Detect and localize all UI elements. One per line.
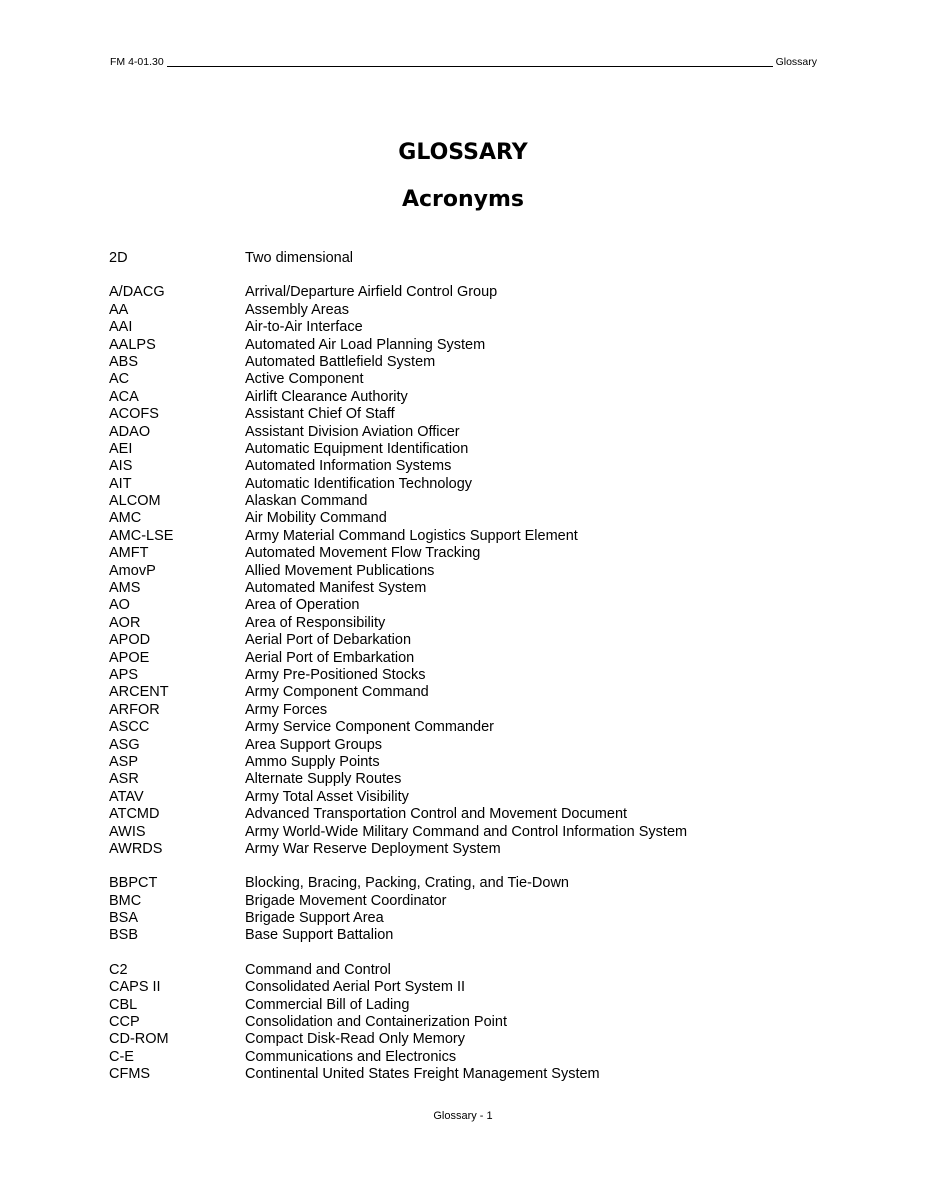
acronym-row [109,1014,809,1031]
acronym-definition: Brigade Movement Coordinator [245,892,447,909]
acronym-row [109,424,809,441]
acronym-definition: Automated Manifest System [245,580,427,597]
acronym-definition: Army Material Command Logistics Support Element [245,527,578,544]
acronym-row [109,615,809,632]
acronym-definition: Arrival/Departure Airfield Control Group [245,284,498,301]
acronym-row [109,632,809,649]
acronym-definition: Army War Reserve Deployment System [245,840,501,857]
acronym-definition: Active Component [245,371,364,388]
acronym: AA [109,301,129,318]
acronym-row [109,580,809,597]
acronym: BBPCT [109,875,158,892]
acronym-definition: Army Forces [245,701,328,718]
acronym-definition: Consolidated Aerial Port System II [245,979,466,996]
acronym-row [109,997,809,1014]
acronym-row [109,458,809,475]
acronym: ASP [109,753,139,770]
acronym-definition: Base Support Battalion [245,927,394,944]
acronym-definition: Assistant Division Aviation Officer [245,423,460,440]
acronym-row [109,250,809,267]
header-rule [110,66,817,67]
acronym-row [109,337,809,354]
acronym: ABS [109,353,139,370]
acronym: AO [109,597,130,614]
acronym: ASG [109,736,140,753]
acronym-list [109,250,809,1101]
acronym: ADAO [109,423,151,440]
acronym-definition: Army Total Asset Visibility [245,788,409,805]
acronym-row [109,824,809,841]
acronym: ARFOR [109,701,160,718]
acronym-definition: Area of Responsibility [245,614,386,631]
acronym: AMC-LSE [109,527,174,544]
acronym: ATCMD [109,806,160,823]
acronym-row [109,893,809,910]
acronym-row [109,979,809,996]
acronym-definition: Aerial Port of Debarkation [245,632,412,649]
acronym-row [109,754,809,771]
acronym-definition: Automated Air Load Planning System [245,336,486,353]
acronym: AAI [109,319,133,336]
acronym-row [109,319,809,336]
acronym: ASR [109,771,139,788]
acronym-row [109,789,809,806]
acronym-row [109,302,809,319]
acronym-definition: Ammo Supply Points [245,753,380,770]
acronym-definition: Two dimensional [245,250,353,266]
acronym: AC [109,371,130,388]
acronym: ACOFS [109,406,159,423]
acronym: CCP [109,1014,140,1031]
acronym-row [109,371,809,388]
acronym-row [109,510,809,527]
acronym-definition: Compact Disk-Read Only Memory [245,1031,465,1048]
acronym-group [109,962,809,1084]
acronym: C-E [109,1048,134,1065]
acronym-definition: Consolidation and Containerization Point [245,1014,507,1031]
acronym: CBL [109,996,138,1013]
acronym-row [109,962,809,979]
acronym-row [109,528,809,545]
acronym: ACA [109,388,139,405]
page-subtitle: Acronyms [401,187,525,212]
acronym-row [109,1066,809,1083]
page-footer: Glossary - 1 [433,1110,493,1122]
acronym: BMC [109,892,142,909]
acronym: BSB [109,927,139,944]
acronym-definition: Army Pre-Positioned Stocks [245,666,426,683]
acronym-row [109,389,809,406]
page-title: GLOSSARY [398,140,528,165]
acronym-group [109,250,809,267]
acronym: AMC [109,510,142,527]
acronym-definition: Continental United States Freight Management System [245,1066,600,1083]
acronym-row [109,441,809,458]
acronym: A/DACG [109,284,165,301]
acronym-row [109,354,809,371]
acronym-row [109,284,809,301]
acronym-definition: Commercial Bill of Lading [245,996,410,1013]
acronym: 2D [109,250,128,266]
acronym: AWIS [109,823,146,840]
acronym: ALCOM [109,493,161,510]
acronym: ASCC [109,719,150,736]
acronym: AEI [109,440,133,457]
acronym-definition: Assembly Areas [245,301,349,318]
acronym-definition: Assistant Chief Of Staff [245,406,395,423]
acronym-group [109,875,809,945]
acronym-row [109,771,809,788]
acronym-row [109,1049,809,1066]
acronym-row [109,875,809,892]
acronym: AmovP [109,562,156,579]
acronym: APOD [109,632,151,649]
acronym: CFMS [109,1066,151,1083]
acronym-definition: Command and Control [245,961,391,978]
acronym-definition: Alaskan Command [245,493,368,510]
acronym-row [109,1031,809,1048]
header-section-name: Glossary [773,56,817,68]
acronym-row [109,493,809,510]
acronym-definition: Automated Battlefield System [245,353,436,370]
acronym-row [109,476,809,493]
acronym: AMFT [109,545,149,562]
acronym-row [109,667,809,684]
acronym-definition: Automated Information Systems [245,458,452,475]
acronym-row [109,684,809,701]
acronym-definition: Area of Operation [245,597,360,614]
acronym-row [109,597,809,614]
acronym: APOE [109,649,150,666]
acronym-row [109,563,809,580]
acronym-definition: Air-to-Air Interface [245,319,363,336]
acronym-row [109,545,809,562]
header-manual-number: FM 4-01.30 [110,56,167,68]
acronym-row [109,841,809,858]
acronym: CD-ROM [109,1031,169,1048]
acronym-row [109,719,809,736]
acronym-row [109,702,809,719]
acronym: ATAV [109,788,144,805]
acronym-row [109,927,809,944]
acronym-row [109,806,809,823]
acronym-definition: Air Mobility Command [245,510,387,527]
acronym: AIT [109,475,132,492]
acronym-definition: Airlift Clearance Authority [245,388,408,405]
acronym: AIS [109,458,133,475]
acronym: BSA [109,910,139,927]
acronym-row [109,910,809,927]
acronym: CAPS II [109,979,161,996]
acronym-definition: Aerial Port of Embarkation [245,649,415,666]
acronym-definition: Brigade Support Area [245,910,384,927]
page-header [110,56,817,70]
acronym-definition: Automatic Equipment Identification [245,440,469,457]
acronym: AWRDS [109,840,163,857]
acronym-definition: Army Component Command [245,684,429,701]
acronym-group [109,284,809,858]
acronym-definition: Automated Movement Flow Tracking [245,545,481,562]
acronym: ARCENT [109,684,169,701]
acronym-definition: Allied Movement Publications [245,562,435,579]
acronym-definition: Area Support Groups [245,736,383,753]
acronym: C2 [109,961,128,978]
acronym: APS [109,666,139,683]
acronym-row [109,406,809,423]
acronym-definition: Automatic Identification Technology [245,475,473,492]
acronym: AALPS [109,336,156,353]
acronym-definition: Blocking, Bracing, Packing, Crating, and Tie-Down [245,875,569,892]
acronym-definition: Advanced Transportation Control and Movement Document [245,806,628,823]
acronym-row [109,650,809,667]
acronym: AMS [109,580,141,597]
acronym-definition: Alternate Supply Routes [245,771,402,788]
acronym-row [109,737,809,754]
acronym-definition: Army World-Wide Military Command and Control Information System [245,823,688,840]
acronym-definition: Communications and Electronics [245,1048,457,1065]
acronym: AOR [109,614,141,631]
acronym-definition: Army Service Component Commander [245,719,495,736]
